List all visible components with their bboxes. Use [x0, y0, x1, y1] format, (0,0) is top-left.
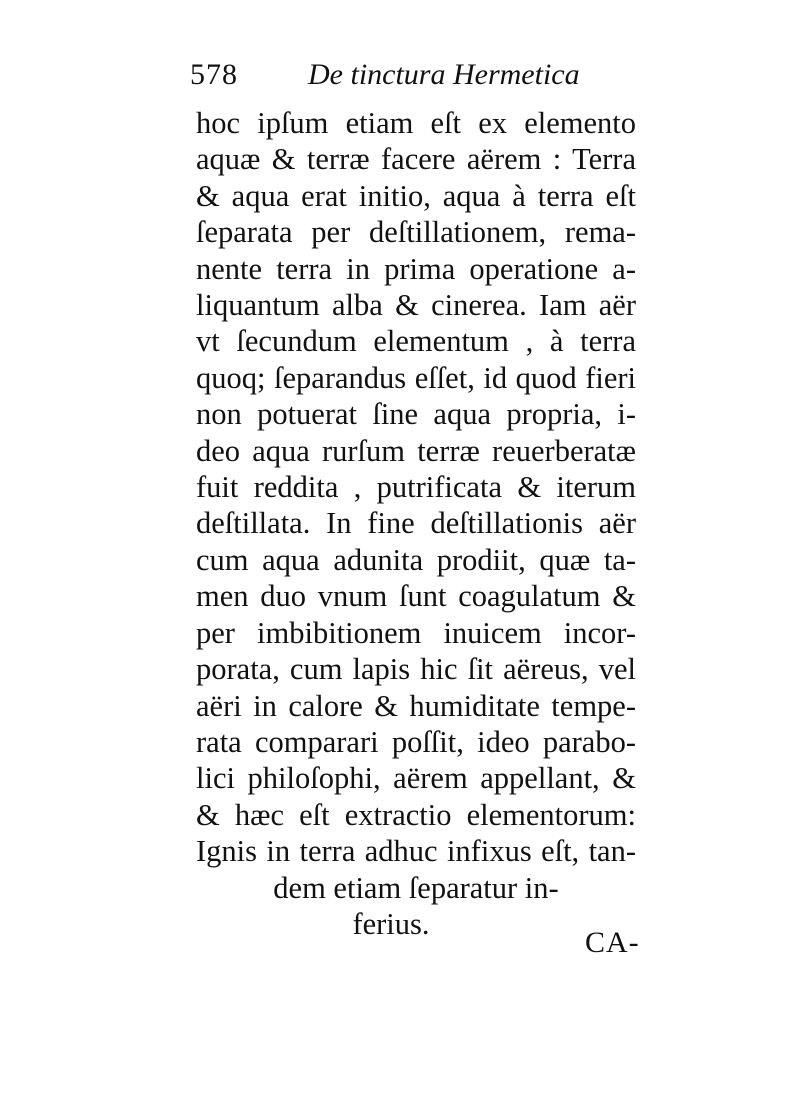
text-line: aëri in calore & humiditate tempe- [196, 688, 636, 723]
text-line: quoq; ſeparandus eſſet, id quod fieri [196, 360, 636, 395]
text-line: hoc ipſum etiam eſt ex elemento [196, 106, 636, 140]
text-line: per imbibitionem inuicem incor- [196, 615, 636, 650]
text-line: dem etiam ſeparatur in- [273, 870, 559, 905]
text-line: & aqua erat initio, aqua à terra eſt [196, 178, 636, 213]
running-title: De tinctura Hermetica [308, 58, 580, 91]
text-line: cum aqua adunita prodiit, quæ ta- [196, 542, 636, 577]
text-line: fuit reddita , putrificata & iterum [196, 470, 636, 505]
text-line: ferius. [352, 906, 430, 941]
text-line: men duo vnum ſunt coagulatum & [196, 579, 636, 614]
text-line: deſtillata. In fine deſtillationis aër [196, 506, 636, 541]
text-line: aquæ & terræ facere aërem : Terra [196, 142, 636, 177]
text-line: deo aqua rurſum terræ reuerberatæ [196, 433, 636, 468]
body-text [196, 105, 636, 942]
page-header [190, 52, 610, 100]
text-line: nente terra in prima operatione a- [196, 251, 636, 286]
text-line: lici philoſophi, aërem appellant, & [196, 761, 636, 796]
page-number: 578 [190, 58, 238, 91]
text-line: & hæc eſt extractio elementorum: [196, 797, 636, 832]
text-line: vt ſecundum elementum , à terra [196, 324, 636, 359]
catchword: CA- [585, 926, 640, 959]
text-line: ſeparata per deſtillationem, rema- [196, 215, 636, 250]
text-line: porata, cum lapis hic ſit aëreus, vel [196, 652, 636, 687]
text-line: liquantum alba & cinerea. Iam aër [196, 288, 636, 323]
text-line: non potuerat ſine aqua propria, i- [196, 397, 636, 432]
text-line: rata comparari poſſit, ideo parabo- [196, 724, 636, 759]
text-line: Ignis in terra adhuc infixus eſt, tan- [196, 834, 636, 869]
